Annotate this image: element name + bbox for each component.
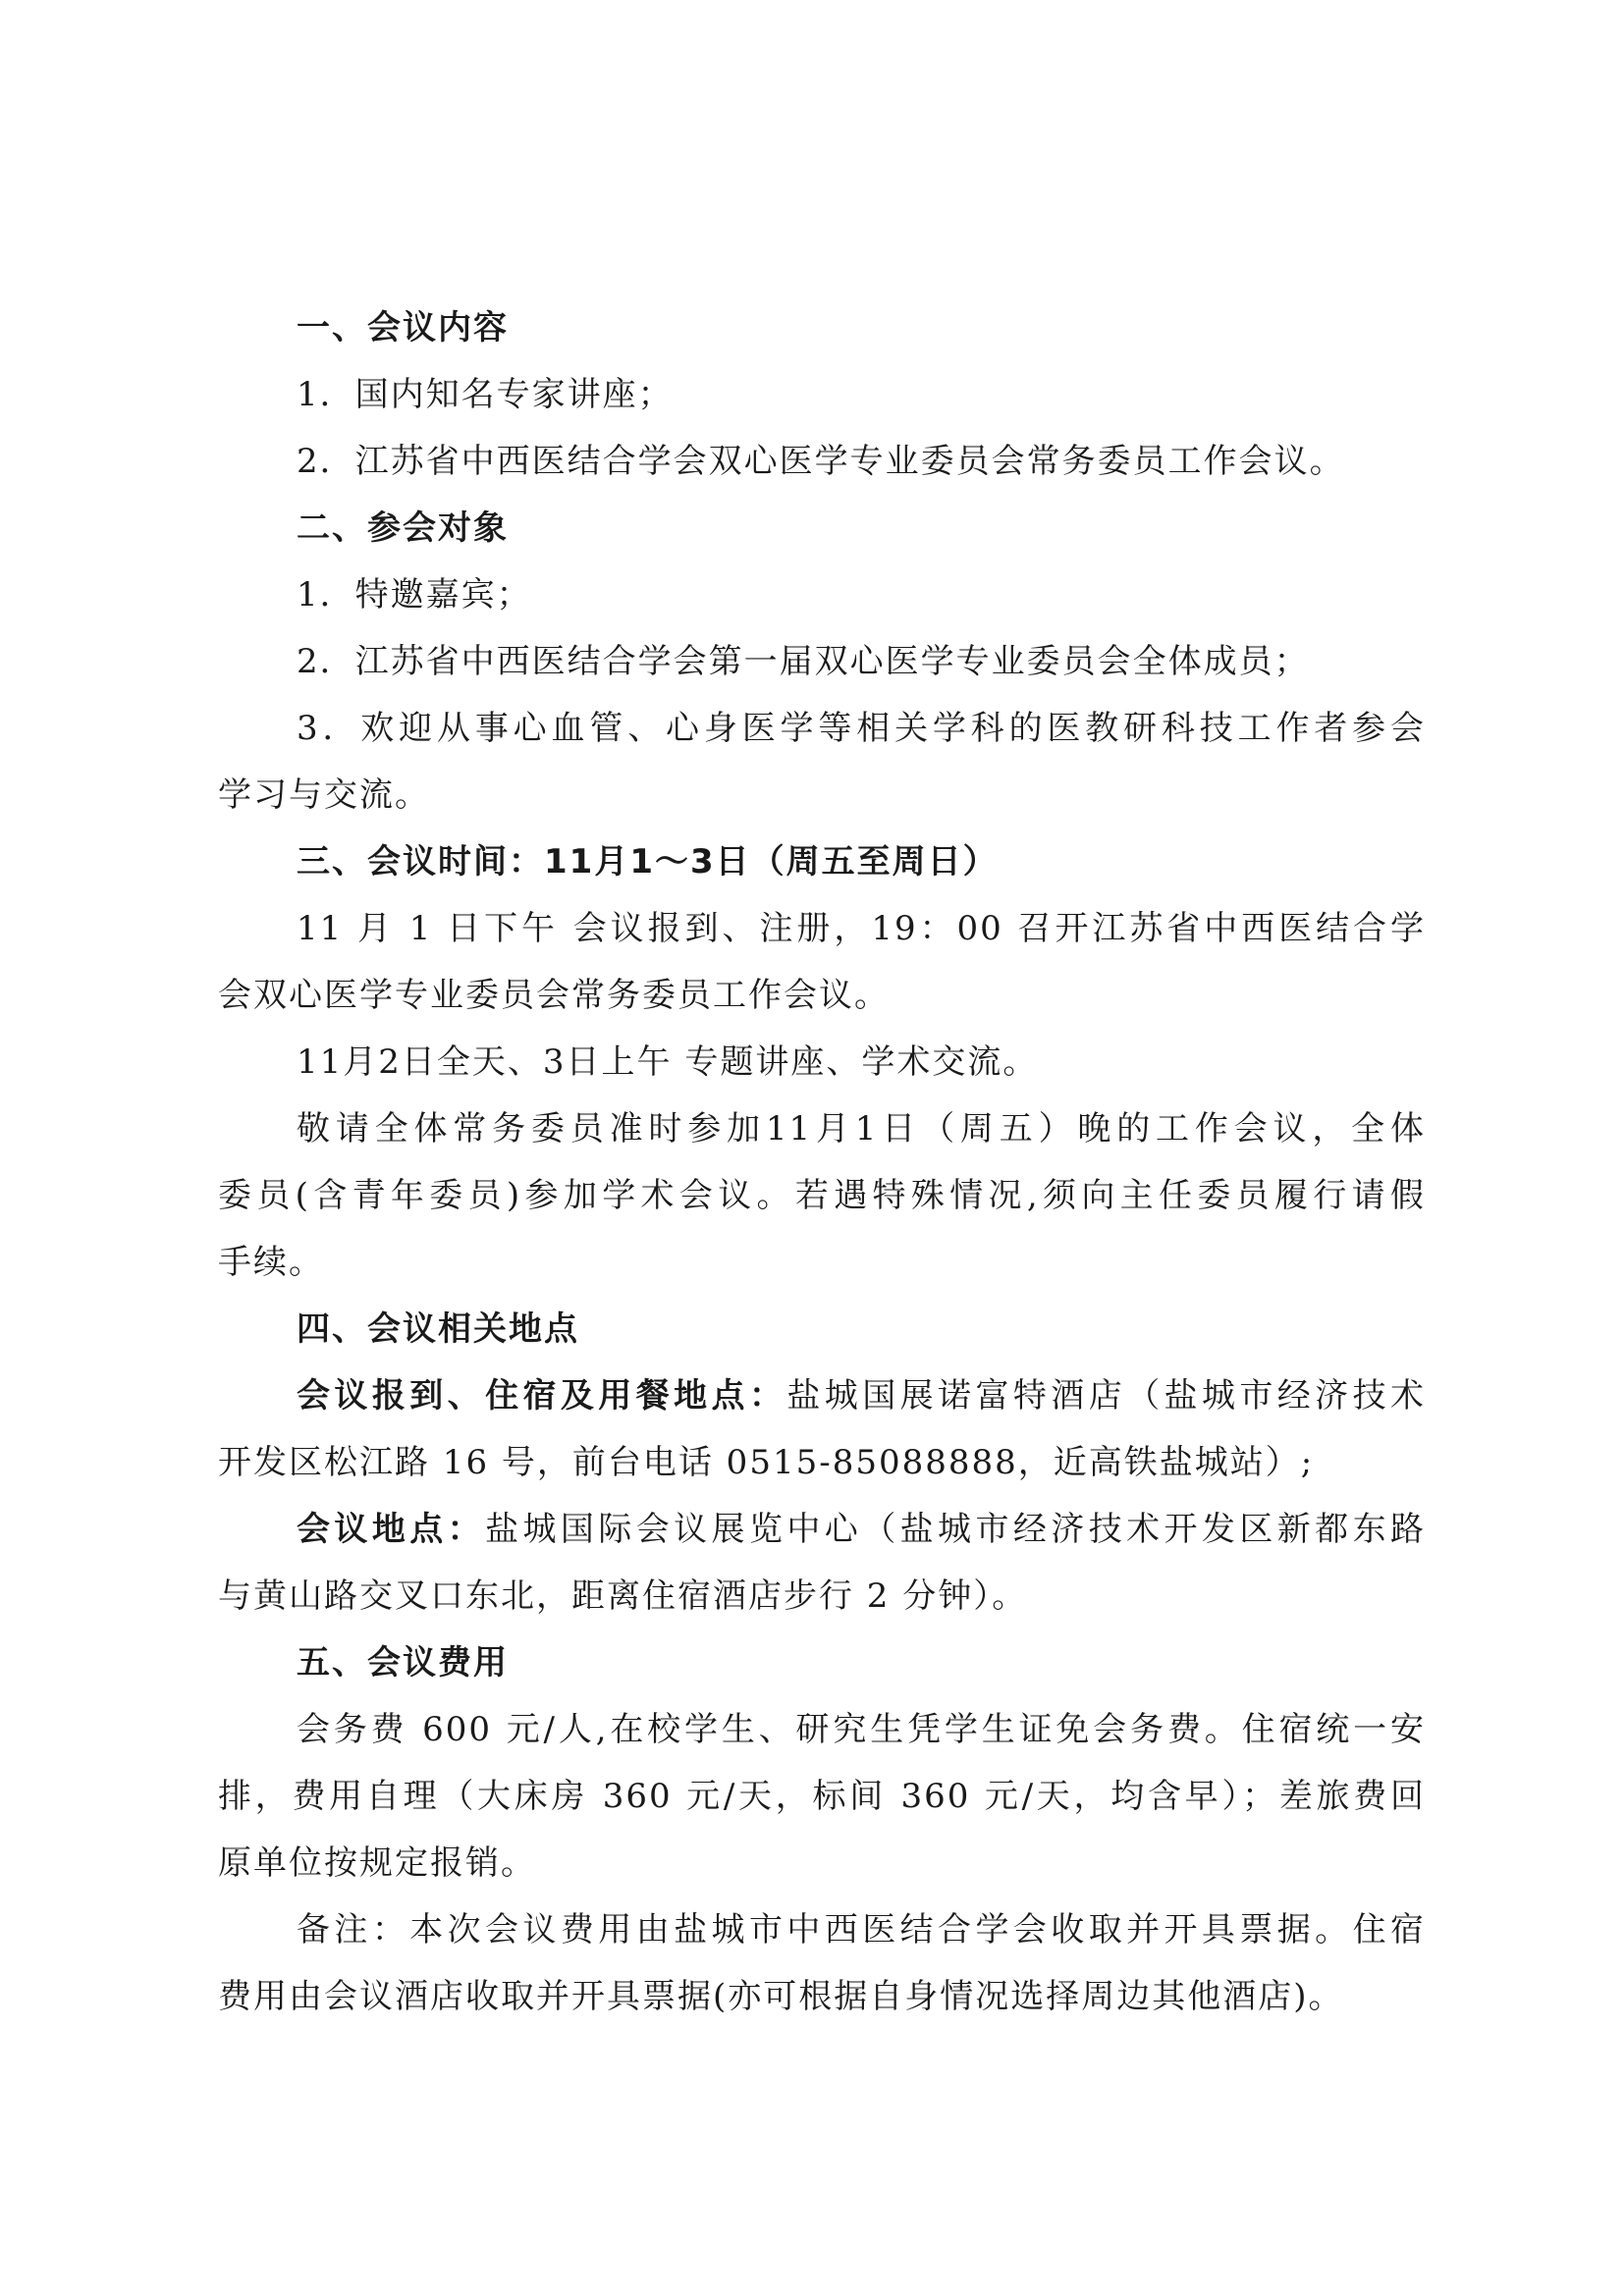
- list-item: 1．特邀嘉宾；: [297, 575, 532, 614]
- list-item: 2．江苏省中西医结合学会第一届双心医学专业委员会全体成员；: [297, 642, 1310, 681]
- list-item: 1．国内知名专家讲座；: [297, 375, 674, 414]
- paragraph-continuation: 开发区松江路 16 号，前台电话 0515-85088888，近高铁盐城站）;: [218, 1443, 1315, 1482]
- list-item: 2．江苏省中西医结合学会双心医学专业委员会常务委员工作会议。: [297, 442, 1345, 481]
- paragraph: 11 月 1 日下午 会议报到、注册，19：00 召开江苏省中西医结合学: [297, 909, 1426, 948]
- paragraph-lead: 会议地点：: [297, 1510, 486, 1549]
- paragraph-continuation: 与黄山路交叉口东北，距离住宿酒店步行 2 分钟）。: [218, 1576, 1028, 1616]
- section-heading-locations: 四、会议相关地点: [297, 1309, 579, 1349]
- paragraph-continuation: 委员(含青年委员)参加学术会议。若遇特殊情况,须向主任委员履行请假: [218, 1176, 1426, 1215]
- paragraph: 会务费 600 元/人,在校学生、研究生凭学生证免会务费。住宿统一安: [297, 1710, 1426, 1749]
- document-page: [218, 294, 1426, 2030]
- paragraph-continuation: 手续。: [218, 1243, 324, 1282]
- section-heading-time: 三、会议时间：11月1～3日（周五至周日）: [297, 842, 999, 881]
- list-item: 3．欢迎从事心血管、心身医学等相关学科的医教研科技工作者参会: [297, 709, 1426, 748]
- paragraph-lead: 会议报到、住宿及用餐地点：: [297, 1376, 787, 1415]
- section-heading-fees: 五、会议费用: [297, 1643, 509, 1682]
- list-item-continuation: 学习与交流。: [218, 775, 430, 815]
- paragraph-continuation: 原单位按规定报销。: [218, 1843, 536, 1883]
- paragraph: [218, 1362, 1426, 1429]
- paragraph: 11月2日全天、3日上午 专题讲座、学术交流。: [297, 1042, 1039, 1082]
- paragraph: 敬请全体常务委员准时参加11月1日（周五）晚的工作会议，全体: [297, 1109, 1426, 1148]
- paragraph: [218, 1496, 1426, 1563]
- paragraph-text: 盐城国际会议展览中心（盐城市经济技术开发区新都东路: [485, 1510, 1427, 1549]
- section-heading-participants: 二、参会对象: [297, 508, 509, 548]
- paragraph-continuation: 会双心医学专业委员会常务委员工作会议。: [218, 976, 890, 1015]
- paragraph-text: 盐城国展诺富特酒店（盐城市经济技术: [786, 1376, 1427, 1415]
- paragraph-note: 备注：本次会议费用由盐城市中西医结合学会收取并开具票据。住宿: [297, 1910, 1426, 1949]
- paragraph-continuation: 费用由会议酒店收取并开具票据(亦可根据自身情况选择周边其他酒店)。: [218, 1977, 1344, 2016]
- paragraph-continuation: 排，费用自理（大床房 360 元/天，标间 360 元/天，均含早）；差旅费回: [218, 1777, 1426, 1816]
- section-heading-content: 一、会议内容: [297, 308, 509, 347]
